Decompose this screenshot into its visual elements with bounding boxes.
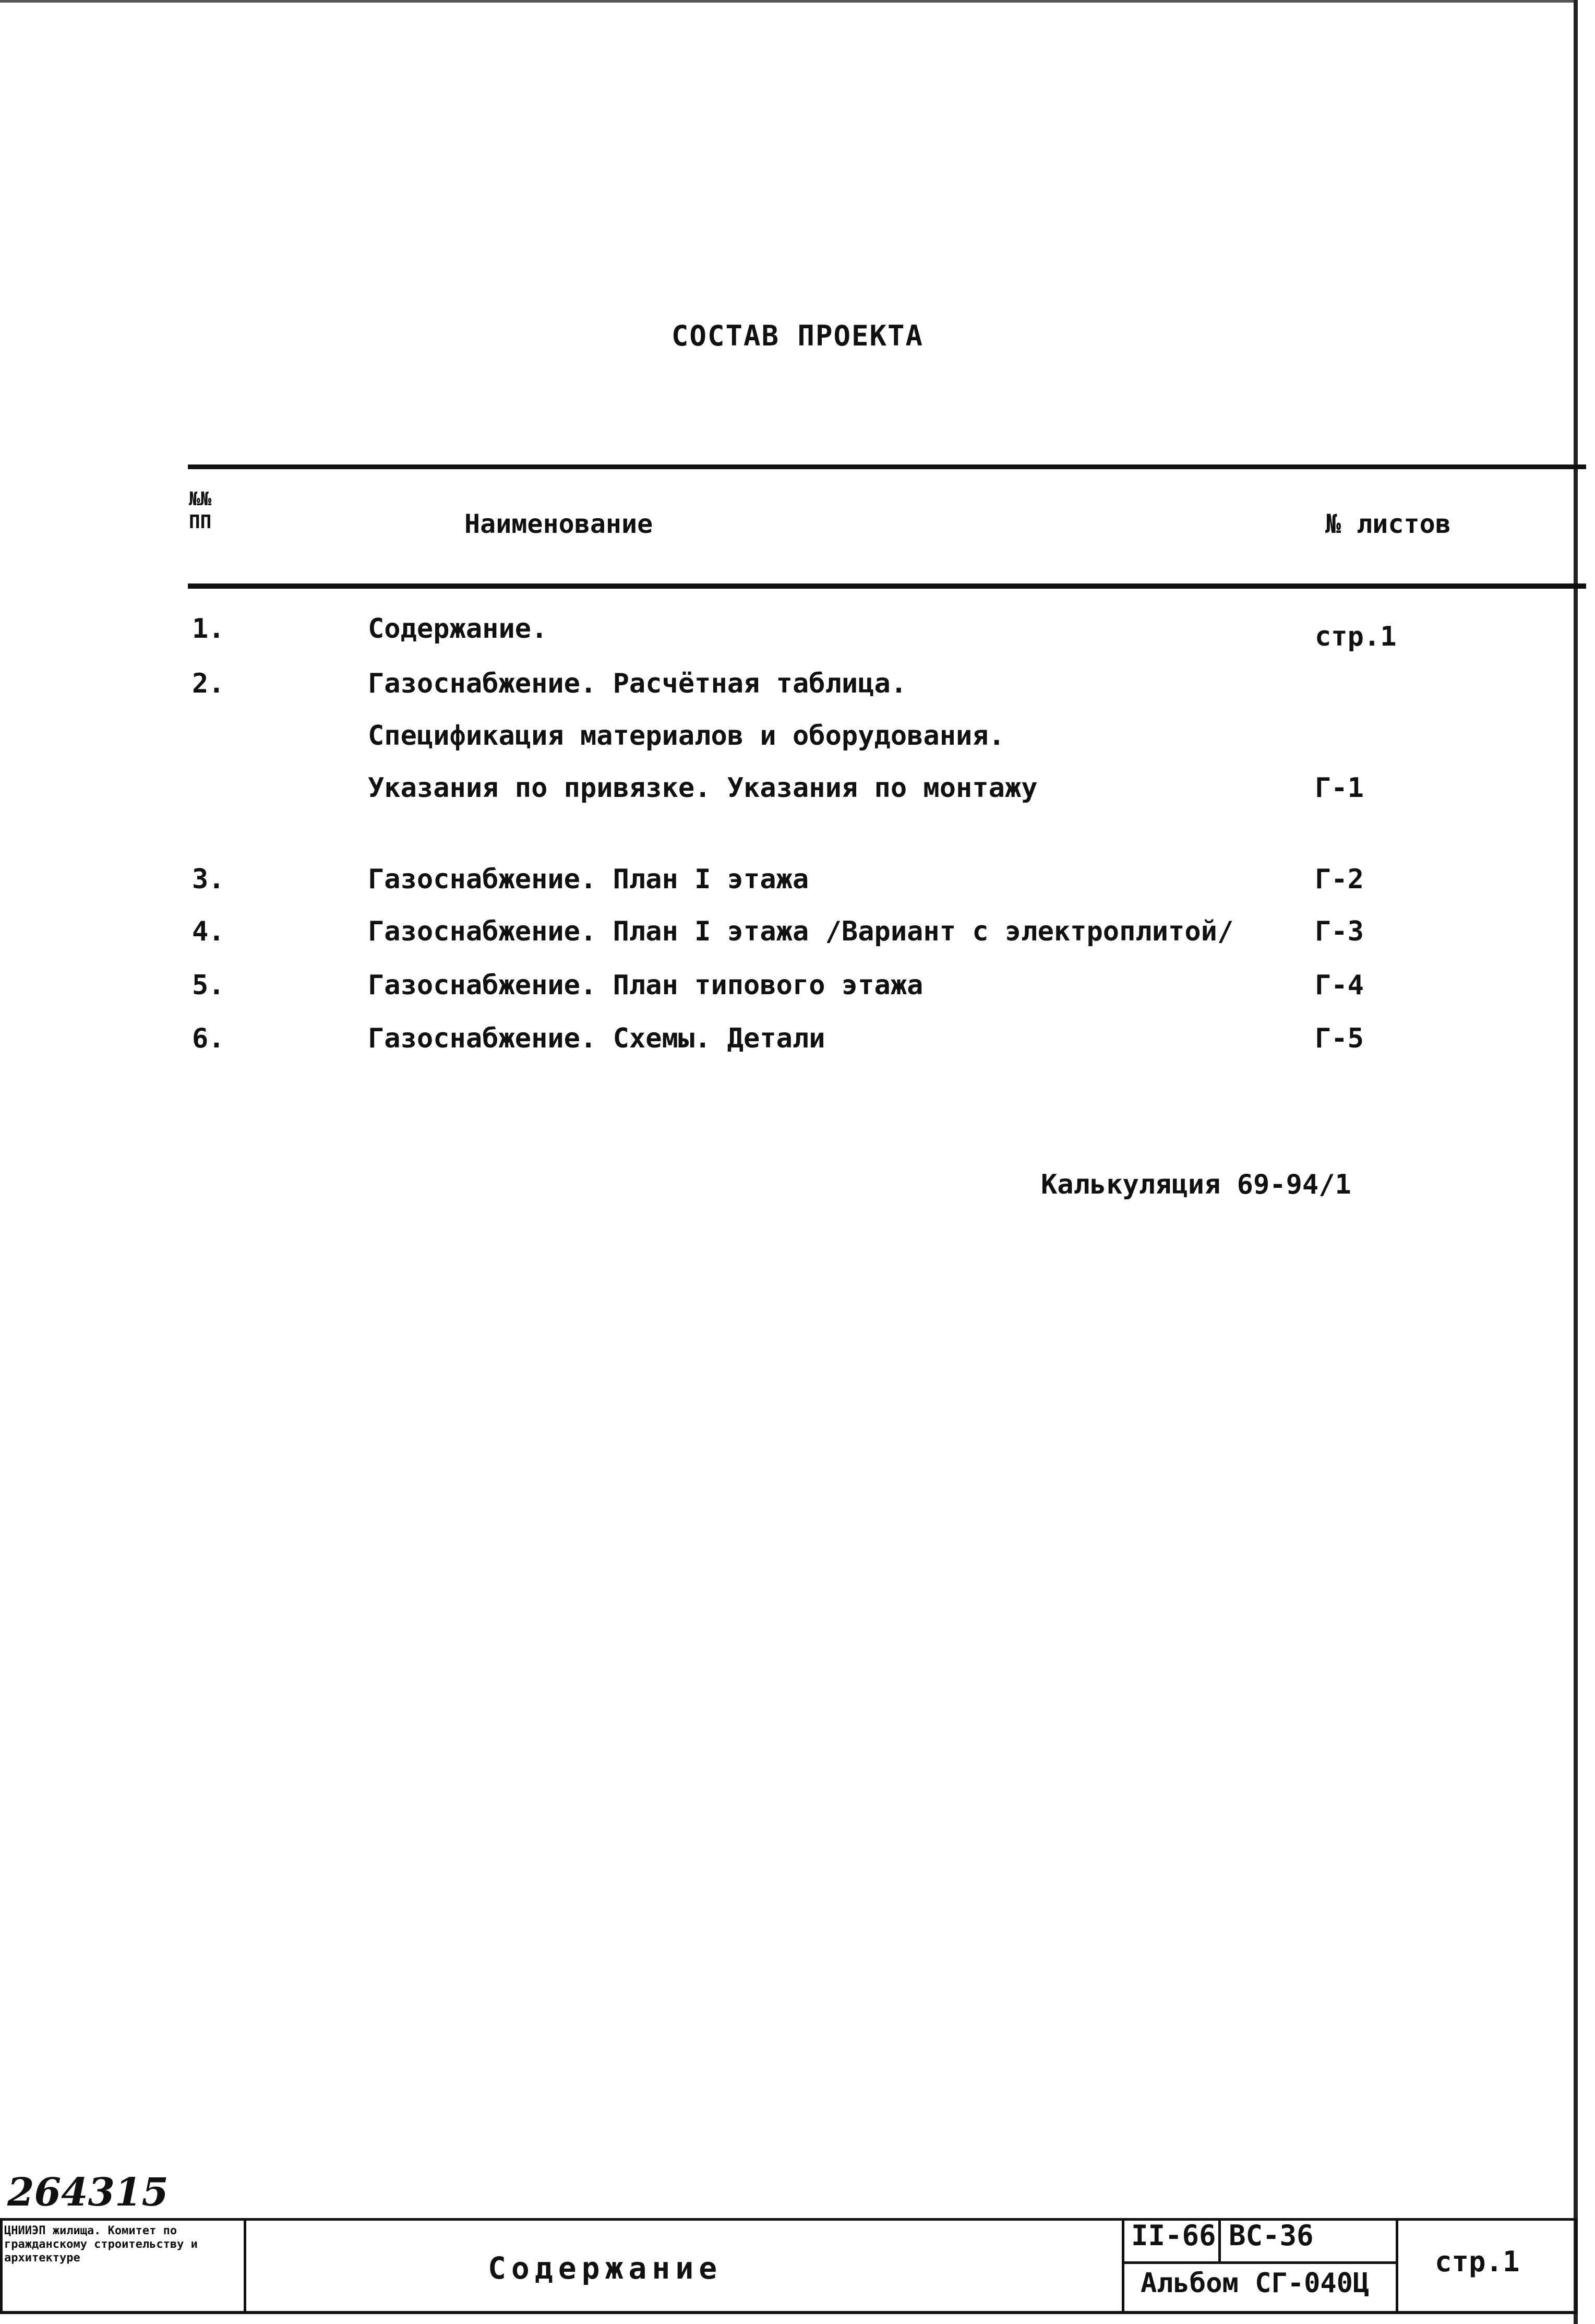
header-number: №№ ПП	[189, 488, 212, 533]
row-number: 3.	[192, 864, 225, 895]
organization-name: ЦНИИЭП жилища. Комитет по гражданскому строительству и архитектуре	[4, 2224, 198, 2265]
row-sheet: Г-4	[1315, 970, 1364, 1001]
row-number: 2.	[192, 668, 225, 699]
header-sheet: № листов	[1325, 509, 1451, 539]
row-name: Спецификация материалов и оборудования.	[368, 720, 1005, 752]
album-code: Альбом СГ-040Ц	[1141, 2268, 1370, 2299]
document-title: СОСТАВ ПРОЕКТА	[671, 319, 924, 352]
table-header-rule	[188, 583, 1586, 589]
inventory-number: 264315	[7, 2170, 169, 2215]
row-sheet: Г-1	[1315, 772, 1364, 804]
row-number: 4.	[192, 916, 225, 947]
row-name: Указания по привязке. Указания по монтажу	[368, 772, 1038, 804]
header-name: Наименование	[464, 509, 653, 539]
row-number: 1.	[192, 613, 225, 645]
row-name: Газоснабжение. План I этажа /Вариант с электроплитой/	[368, 916, 1234, 947]
row-name: Содержание.	[368, 613, 548, 645]
row-number: 6.	[192, 1023, 225, 1054]
row-number: 5.	[192, 970, 225, 1001]
row-name: Газоснабжение. Расчётная таблица.	[368, 668, 907, 699]
row-name: Газоснабжение. План типового этажа	[368, 970, 924, 1001]
row-name: Газоснабжение. План I этажа	[368, 864, 809, 895]
project-code: ВС-36	[1229, 2219, 1314, 2252]
row-sheet: Г-5	[1315, 1023, 1364, 1054]
row-sheet: стр.1	[1315, 621, 1397, 652]
series-code: II-66	[1131, 2219, 1216, 2252]
table-top-rule	[188, 464, 1586, 469]
row-sheet: Г-3	[1315, 916, 1364, 947]
row-name: Газоснабжение. Схемы. Детали	[368, 1023, 825, 1054]
sheet-title: Содержание	[488, 2250, 723, 2286]
page-number: стр.1	[1435, 2245, 1520, 2278]
calculation-reference: Калькуляция 69-94/1	[1041, 1169, 1351, 1200]
row-sheet: Г-2	[1315, 864, 1364, 895]
frame-top-border	[0, 0, 1578, 3]
